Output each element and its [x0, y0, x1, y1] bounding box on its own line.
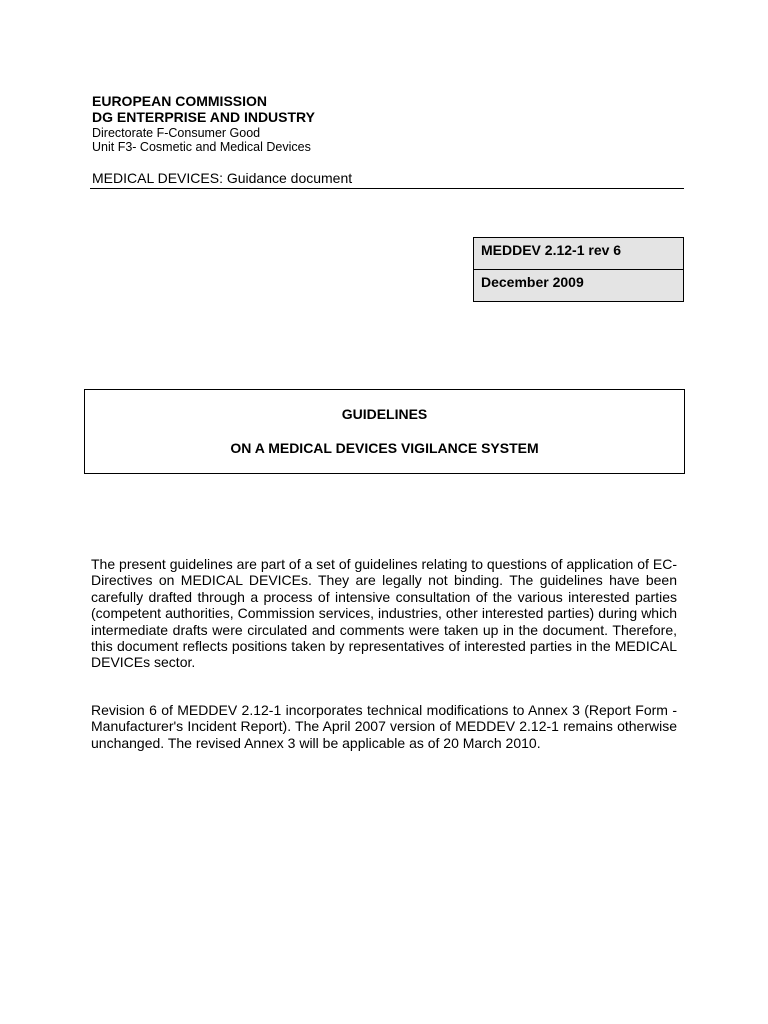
document-code: MEDDEV 2.12-1 rev 6 — [474, 238, 684, 270]
header-divider — [90, 188, 684, 189]
directorate-general: DG ENTERPRISE AND INDUSTRY — [92, 109, 315, 125]
title-box — [84, 389, 685, 474]
document-type: MEDICAL DEVICES: Guidance document — [92, 170, 353, 186]
organization-name: EUROPEAN COMMISSION — [92, 93, 268, 109]
title-line-subject: ON A MEDICAL DEVICES VIGILANCE SYSTEM — [230, 440, 539, 456]
reference-table — [473, 237, 684, 302]
unit-name: Unit F3- Cosmetic and Medical Devices — [92, 140, 311, 154]
title-line-guidelines: GUIDELINES — [341, 406, 428, 422]
intro-paragraph: The present guidelines are part of a set of guidelines relating to questions of application of EC-Directives on MEDICAL DEVICEs. They are legally not binding. The guidelines have been carefully drafted through a process of intensive consultation of the various interested parties (competent authorities, Commission services, industries, other interested parties) during which intermediate drafts were circulated and comments were taken up in the document. Therefore, this document reflects positions taken by representatives of interested parties in the MEDICAL DEVICEs sector. — [91, 556, 677, 671]
revision-paragraph: Revision 6 of MEDDEV 2.12-1 incorporates technical modifications to Annex 3 (Report Form - Manufacturer's Incident Report). The April 2007 version of MEDDEV 2.12-1 remains otherwise unchanged. The revised Annex 3 will be applicable as of 20 March 2010. — [91, 702, 677, 751]
document-date: December 2009 — [474, 270, 684, 302]
reference-row-code — [474, 238, 684, 270]
directorate-name: Directorate F-Consumer Good — [92, 126, 261, 140]
reference-row-date — [474, 270, 684, 302]
